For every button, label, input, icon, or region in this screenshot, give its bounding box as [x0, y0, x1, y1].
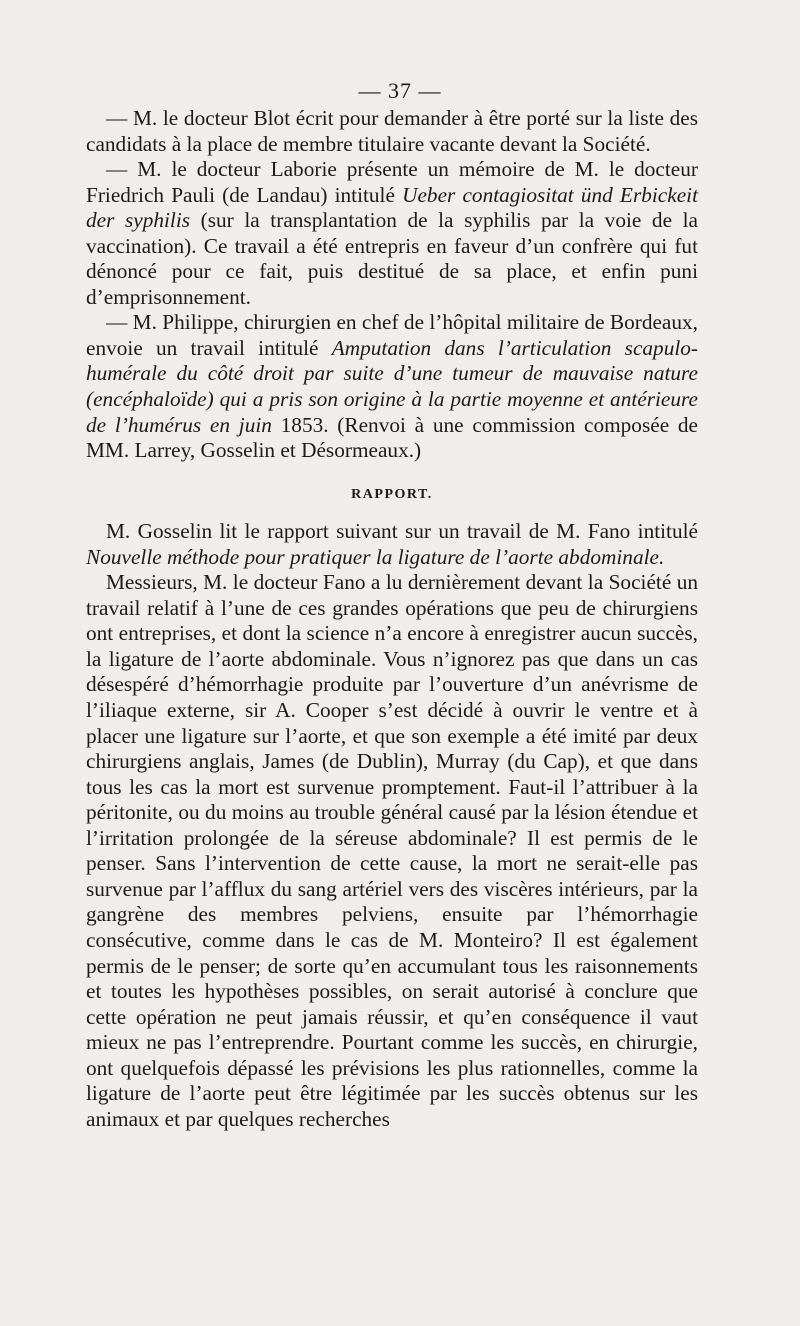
page-number: — 37 —	[358, 78, 442, 103]
paragraph-gosselin-title: Nouvelle méthode pour pratiquer la ligature de l’aorte abdominale.	[86, 544, 665, 569]
paragraph-philippe-title: Amputation dans l’articulation scapulo-humérale du côté droit par suite d’une tumeur de mauvaise nature (encéphaloïde) qui a pris son origine à la partie moyenne et antérieure de l’humérus en juin	[86, 335, 698, 437]
section-heading-rapport: RAPPORT.	[351, 486, 433, 502]
paragraph-report-body-text: Messieurs, M. le docteur Fano a lu dernièrement devant la Société un travail relatif à l’une de ces grandes opérations que peu de chirurgiens ont entreprises, et dont la science n’a encore à enregistrer aucun succès, la ligature de l’aorte abdominale. Vous n’ignorez pas que dans un cas désespéré d’hémorrhagie produite par l’ouverture d’un anévrisme de l’iliaque externe, sir A. Cooper s’est décidé à ouvrir le ventre et à placer une ligature sur l’aorte, et que son exemple a été imité par deux chirurgiens anglais, James (de Dublin), Murray (du Cap), et que dans tous les cas la mort est survenue promptement. Faut-il l’attribuer à la péritonite, ou du moins au trouble général causé par la lésion étendue et l’irritation prolongée de la séreuse abdominale? Il est permis de le penser. Sans l’intervention de cette cause, la mort ne serait-elle pas survenue par l’afflux du sang artériel vers des viscères intérieurs, par la gangrène des membres pelviens, ensuite par l’hémorrhagie consécutive, comme dans le cas de M. Monteiro? Il est également permis de le penser; de sorte qu’en accumulant tous les raisonnements et toutes les hypothèses possibles, on serait autorisé à conclure que cette opération ne peut jamais réussir, et qu’en conséquence il vaut mieux ne pas l’entreprendre. Pourtant comme les succès, en chirurgie, ont quelquefois dépassé les prévisions les plus rationnelles, comme la ligature de l’aorte peut être légitimée par les succès obtenus sur les animaux et par quelques recherches	[86, 570, 698, 1131]
paragraph-laborie-rest: (sur la transplantation de la syphilis par la voie de la vaccination). Ce travail a été entrepris en faveur d’un confrère qui fut dénoncé pour ce fait, puis destitué de sa place, et enfin puni d’emprisonnement.	[86, 208, 698, 309]
paragraph-blot-text: — M. le docteur Blot écrit pour demander à être porté sur la liste des candidats à la place de membre titulaire vacante devant la Société.	[86, 106, 698, 156]
paragraph-gosselin-intro: M. Gosselin lit le rapport suivant sur un travail de M. Fano intitulé	[106, 519, 698, 544]
paragraph-philippe	[86, 310, 698, 463]
paragraph-gosselin	[86, 519, 698, 570]
paragraph-philippe-intro: — M. Philippe, chirurgien en chef de l’hôpital militaire de Bordeaux, envoie un travail intitulé	[86, 310, 698, 360]
paragraph-philippe-rest: 1853. (Renvoi à une commission composée de MM. Larrey, Gosselin et Désormeaux.)	[86, 412, 698, 463]
paragraph-laborie	[86, 157, 698, 310]
paragraph-laborie-title: Ueber contagiositat ünd Erbickeit der syphilis	[86, 182, 698, 233]
paragraph-blot	[86, 106, 698, 157]
paragraph-laborie-intro: — M. le docteur Laborie présente un mémoire de M. le docteur Friedrich Pauli (de Landau) intitulé	[86, 157, 698, 207]
page-body	[86, 106, 698, 1132]
paragraph-report-body	[86, 570, 698, 1132]
